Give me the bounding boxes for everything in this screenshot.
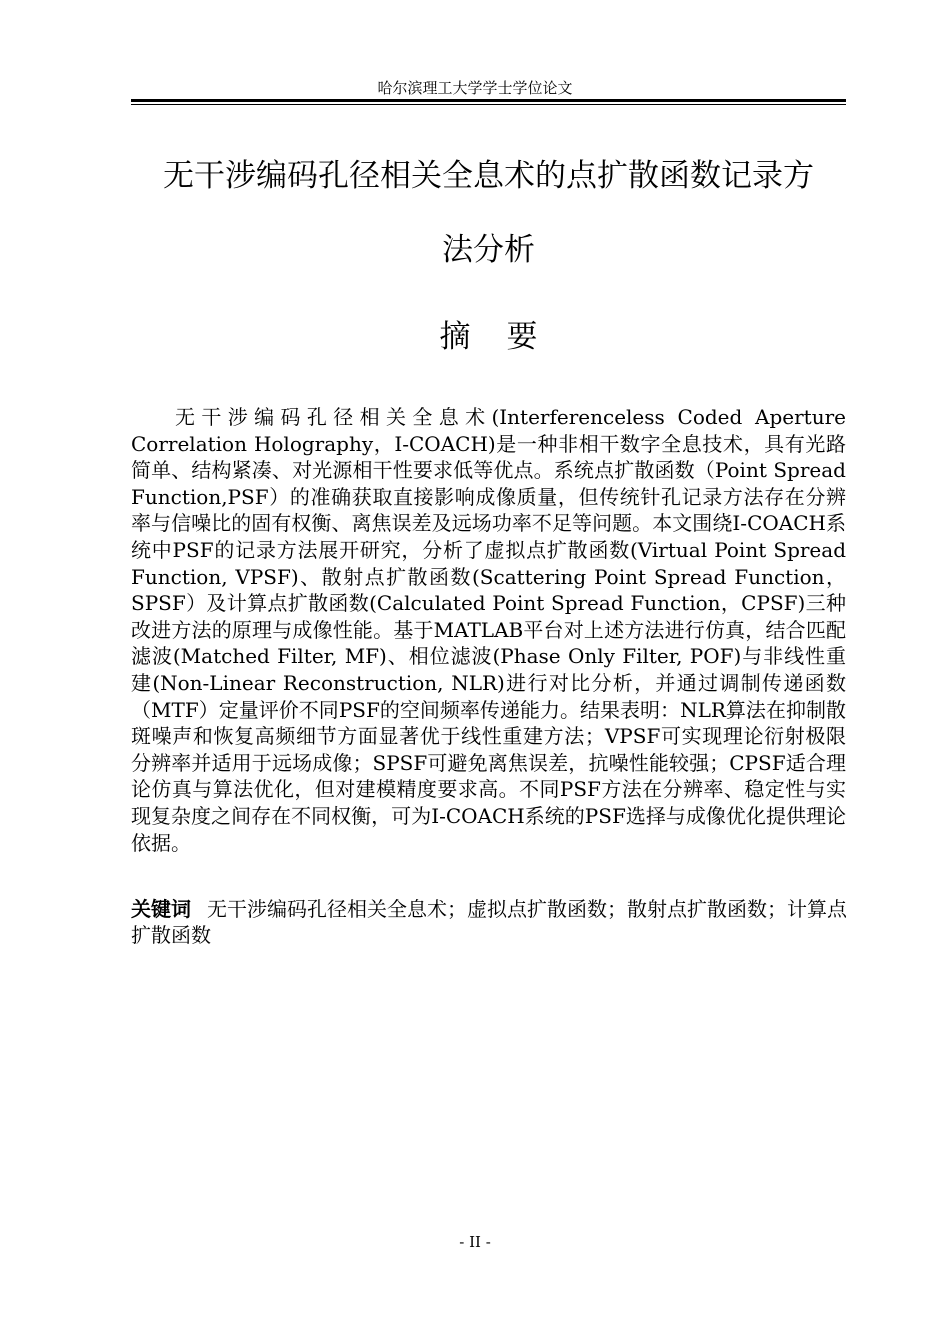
keywords-text: 无干涉编码孔径相关全息术；虚拟点扩散函数；散射点扩散函数；计算点扩散函数 [131,897,847,947]
abstract-body: 无干涉编码孔径相关全息术(Interferenceless Coded Aperture Correlation Holography，I-COACH)是一种非相干数字全息技术，具有光路简单、结构紧凑、对光源相干性要求低等优点。系统点扩散函数（Point Spread Function,PSF）的准确获取直接影响成像质量，但传统针孔记录方法存在分辨率与信噪比的固有权衡、离焦误差及远场功率不足等问题。本文围绕I-COACH系统中PSF的记录方法展开研究，分析了虚拟点扩散函数(Virtual Point Spread Function, VPSF)、散射点扩散函数(Scattering Point Spread Function，SPSF）及计算点扩散函数(Calculated Point Spread Function，CPSF)三种改进方法的原理与成像性能。基于MATLAB平台对上述方法进行仿真，结合匹配滤波(Matched Filter, MF)、相位滤波(Phase Only Filter, POF)与非线性重建(Non-Linear Reconstruction, NLR)进行对比分析，并通过调制传递函数（MTF）定量评价不同PSF的空间频率传递能力。结果表明：NLR算法在抑制散斑噪声和恢复高频细节方面显著优于线性重建方法；VPSF可实现理论衍射极限分辨率并适用于远场成像；SPSF可避免离焦误差，抗噪性能较强；CPSF适合理论仿真与算法优化，但对建模精度要求高。不同PSF方法在分辨率、稳定性与实现复杂度之间存在不同权衡，可为I-COACH系统的PSF选择与成像优化提供理论依据。 [131,405,846,855]
page-number: - II - [459,1233,491,1251]
header-rule-thin [131,104,846,105]
thesis-title-line-2: 法分析 [442,232,535,268]
keywords-section [131,896,861,948]
keywords-label: 关键词 [131,897,191,921]
running-header: 哈尔滨理工大学学士学位论文 [377,79,573,97]
header-rule-thick [131,99,846,102]
thesis-title-line-1: 无干涉编码孔径相关全息术的点扩散函数记录方 [163,158,814,194]
abstract-heading: 摘要 [439,319,574,355]
